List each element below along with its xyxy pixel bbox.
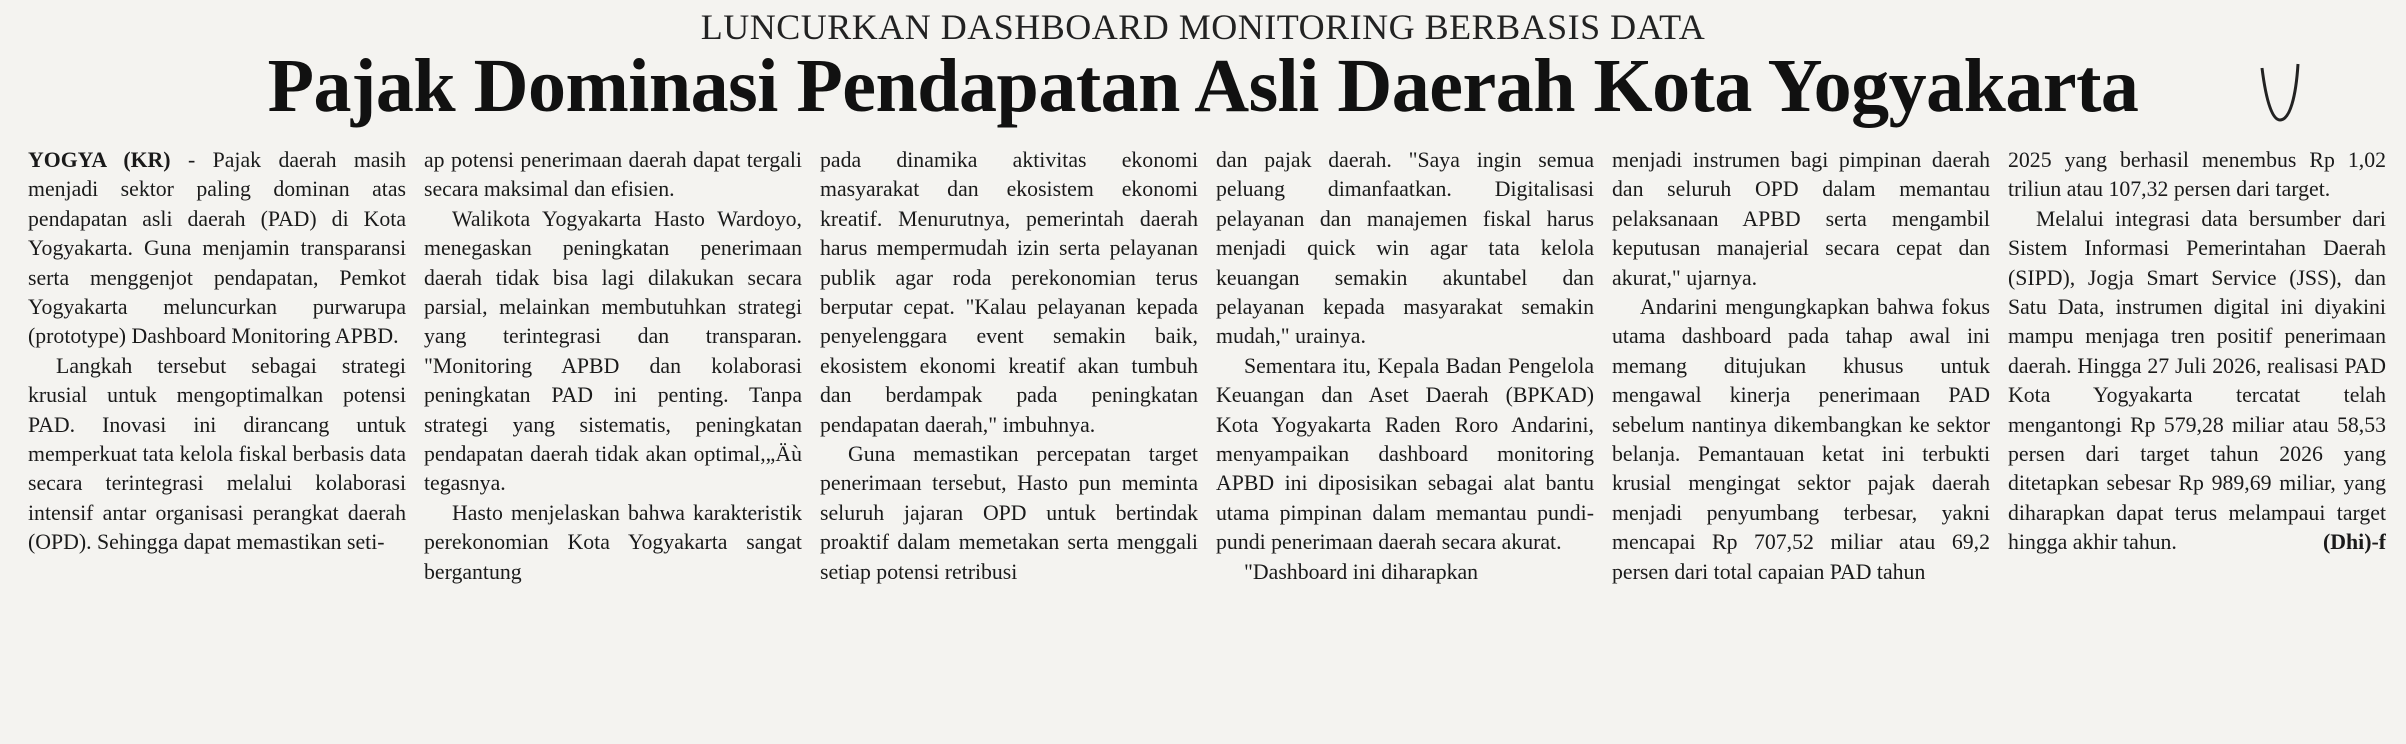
paragraph: Andarini mengungkapkan bahwa fokus utama dashboard pada tahap awal ini memang ditujukan khusus untuk mengawal kinerja penerimaan PAD sebelum nantinya dikembangkan ke sektor belanja. Pemantauan ketat ini terbukti krusial mengingat sektor pajak daerah menjadi penyumbang terbesar, yakni mencapai Rp 707,52 miliar atau 69,2 persen dari total capaian PAD tahun (1612, 295, 1990, 584)
article-kicker: LUNCURKAN DASHBOARD MONITORING BERBASIS DATA (700, 7, 1706, 47)
dateline: YOGYA (KR) (28, 148, 171, 172)
paragraph: - Pajak daerah masih menjadi sektor paling dominan atas pendapatan asli daerah (PAD) di Kota Yogyakarta. Guna menjamin transparansi serta menggenjot pendapatan, Pemkot Yogyakarta meluncurkan purwarupa (prototype) Dashboard Monitoring APBD. (28, 148, 406, 349)
article-column-3 (820, 146, 1198, 738)
paragraph: dan pajak daerah. "Saya ingin semua peluang dimanfaatkan. Digitalisasi pelayanan dan manajemen fiskal harus menjadi quick win agar tata kelola keuangan semakin akuntabel dan pelayanan kepada masyarakat semakin mudah," urainya. (1216, 148, 1594, 349)
article-headline: Pajak Dominasi Pendapatan Asli Daerah Kota Yogyakarta (267, 44, 2139, 128)
byline: (Dhi)-f (2323, 530, 2386, 555)
paragraph: Walikota Yogyakarta Hasto Wardoyo, menegaskan peningkatan penerimaan daerah tidak bisa lagi dilakukan secara parsial, melainkan membutuhkan strategi yang terintegrasi dan transparan. "Monitoring APBD dan kolaborasi peningkatan PAD ini penting. Tanpa strategi yang sistematis, peningkatan pendapatan daerah tidak akan optimal,„Äù tegasnya. (424, 206, 802, 496)
paragraph: Melalui integrasi data bersumber dari Sistem Informasi Pemerintahan Daerah (SIPD), Jogja Smart Service (JSS), dan Satu Data, instrumen digital ini diyakini mampu menjaga tren positif penerimaan daerah. Hingga 27 Juli 2026, realisasi PAD Kota Yogyakarta tercatat telah mengantongi Rp 579,28 miliar atau 58,53 persen dari target tahun 2026 yang ditetapkan sebesar Rp 989,69 miliar, yang diharapkan dapat terus melampaui target hingga akhir tahun. (2008, 206, 2386, 555)
article-column-6 (2008, 146, 2386, 738)
article-column-4 (1216, 146, 1594, 738)
article-column-2 (424, 146, 802, 738)
paragraph: menjadi instrumen bagi pimpinan daerah dan seluruh OPD dalam memantau pelaksanaan APBD serta mengambil keputusan manajerial secara cepat dan akurat," ujarnya. (1612, 148, 1990, 290)
paragraph: Langkah tersebut sebagai strategi krusial untuk mengoptimalkan potensi PAD. Inovasi ini dirancang untuk memperkuat tata kelola fiskal berbasis data secara terintegrasi melalui kolaborasi intensif antar organisasi perangkat daerah (OPD). Sehingga dapat memastikan seti- (28, 353, 406, 555)
paragraph: Guna memastikan percepatan target penerimaan tersebut, Hasto pun meminta seluruh jajaran OPD untuk bertindak proaktif dalam memetakan serta menggali setiap potensi retribusi (820, 442, 1198, 584)
paragraph: Hasto menjelaskan bahwa karakteristik perekonomian Kota Yogyakarta sangat bergantung (424, 500, 802, 584)
paragraph: Sementara itu, Kepala Badan Pengelola Keuangan dan Aset Daerah (BPKAD) Kota Yogyakarta Raden Roro Andarini, menyampaikan dashboard monitoring APBD ini diposisikan sebagai alat bantu utama pimpinan dalam memantau pundi-pundi penerimaan daerah secara akurat. (1216, 353, 1594, 555)
checkmark-scribble (2258, 60, 2302, 126)
paragraph: ap potensi penerimaan daerah dapat tergali secara maksimal dan efisien. (424, 148, 802, 202)
paragraph: "Dashboard ini diharapkan (1244, 559, 1479, 584)
article-body (28, 146, 2388, 738)
article-column-1 (28, 146, 406, 738)
paragraph: 2025 yang berhasil menembus Rp 1,02 triliun atau 107,32 persen dari target. (2008, 148, 2386, 202)
paragraph: pada dinamika aktivitas ekonomi masyarakat dan ekosistem ekonomi kreatif. Menurutnya, pemerintah daerah harus mempermudah izin serta pelayanan publik agar roda perekonomian terus berputar cepat. "Kalau pelayanan kepada penyelenggara event semakin baik, ekosistem ekonomi kreatif akan tumbuh dan berdampak pada peningkatan pendapatan daerah," imbuhnya. (820, 148, 1198, 437)
article-column-5 (1612, 146, 1990, 738)
